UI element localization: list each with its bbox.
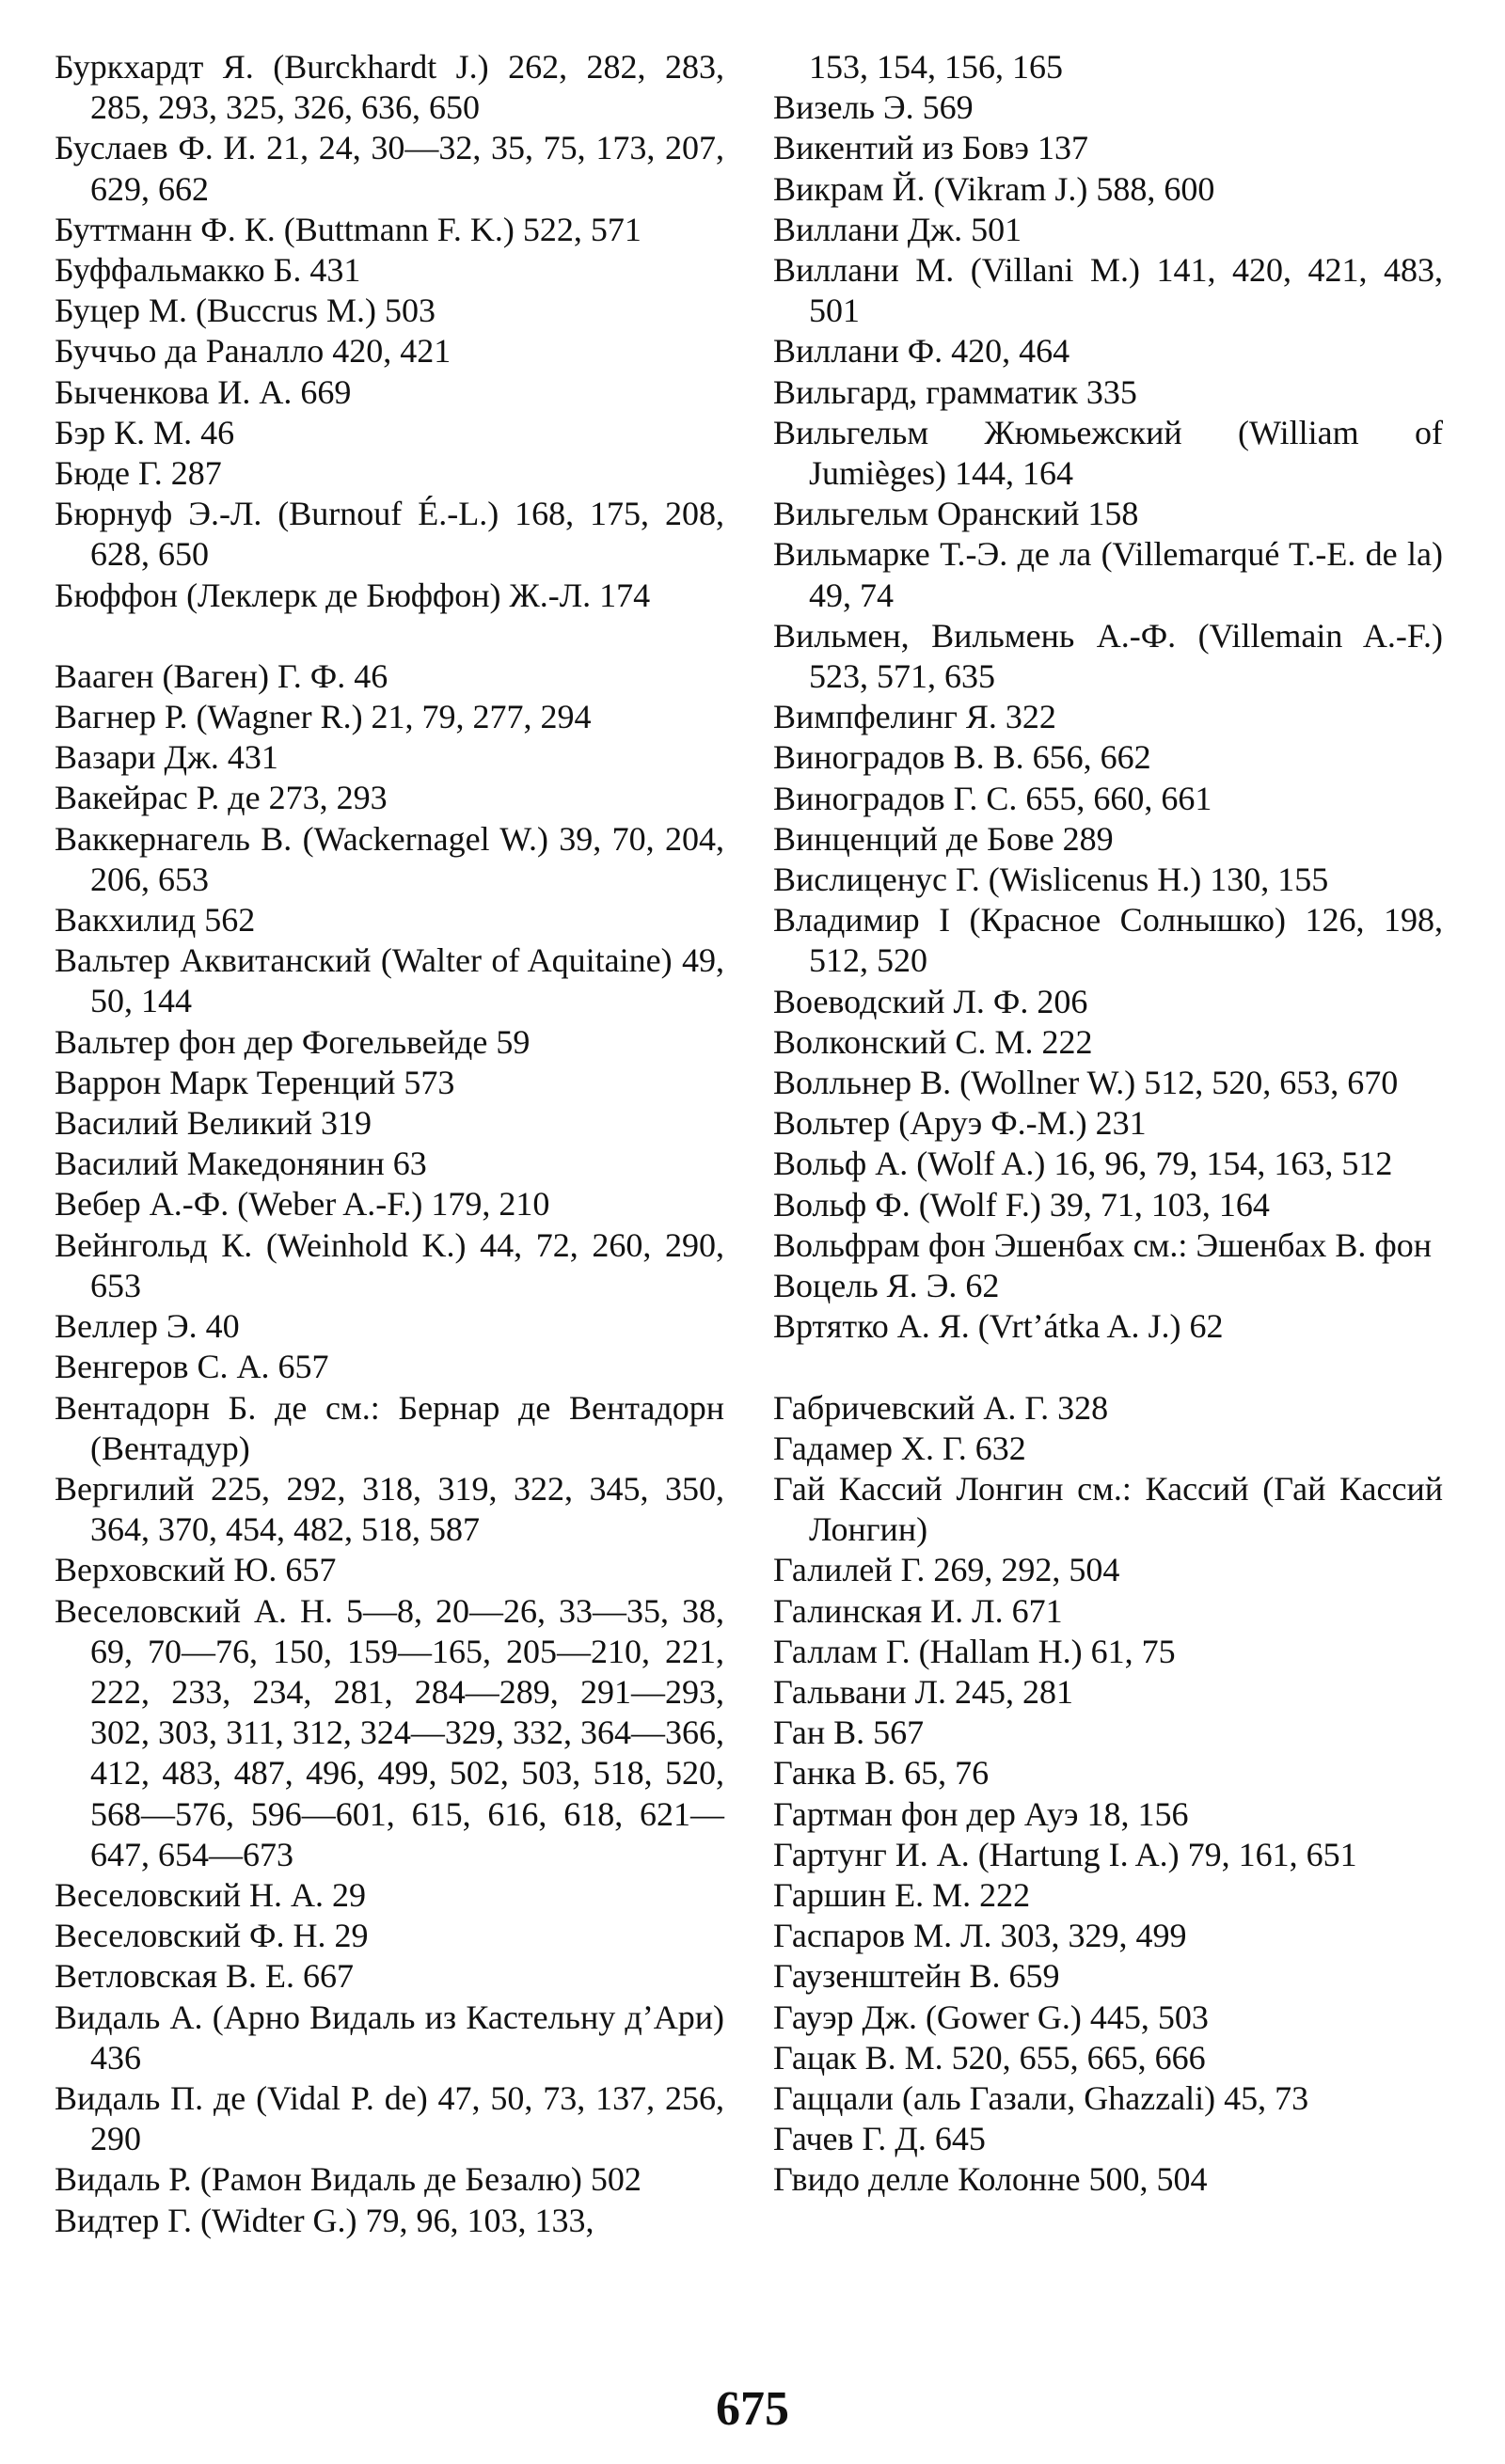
index-entry: Воеводский Л. Ф. 206 <box>773 982 1088 1020</box>
index-entry: Галлам Г. (Hallam H.) 61, 75 <box>773 1632 1176 1670</box>
index-entry: Вейнгольд К. (Weinhold K.) 44, 72, 260, 290, 653 <box>55 1225 724 1304</box>
index-entry: Вааген (Ваген) Г. Ф. 46 <box>55 656 388 695</box>
index-entry: Буркхардт Я. (Burckhardt J.) 262, 282, 283, 285, 293, 325, 326, 636, 650 <box>55 48 724 127</box>
index-entry: Венгеров С. А. 657 <box>55 1348 329 1386</box>
index-entry: Вильгельм Оранский 158 <box>773 495 1139 533</box>
index-entry: Вазари Дж. 431 <box>55 738 278 777</box>
index-entry: Викентий из Бовэ 137 <box>773 129 1088 167</box>
index-entry: Виллани М. (Villani M.) 141, 420, 421, 483, 501 <box>773 251 1443 330</box>
index-entry: Виллани Ф. 420, 464 <box>773 332 1070 371</box>
index-entry: Варрон Марк Теренций 573 <box>55 1063 455 1101</box>
index-entry: Гауэр Дж. (Gower G.) 445, 503 <box>773 1998 1209 2036</box>
index-entry: Вальтер фон дер Фогельвейде 59 <box>55 1022 531 1061</box>
index-entry: Визель Э. 569 <box>773 88 974 127</box>
index-entry: Вольфрам фон Эшенбах см.: Эшенбах В. фон <box>773 1225 1433 1264</box>
index-entry: Веселовский Ф. Н. 29 <box>55 1917 369 1955</box>
index-entry: Гаспаров М. Л. 303, 329, 499 <box>773 1917 1187 1955</box>
index-entry: Бюрнуф Э.-Л. (Burnouf É.-L.) 168, 175, 208, 628, 650 <box>55 495 724 574</box>
index-entry: Гачев Г. Д. 645 <box>773 2120 986 2158</box>
index-entry: Вебер А.-Ф. (Weber A.-F.) 179, 210 <box>55 1185 550 1224</box>
index-entry: Вакхилид 562 <box>55 901 256 940</box>
index-entry: Виллани Дж. 501 <box>773 210 1022 248</box>
index-entry: Вергилий 225, 292, 318, 319, 322, 345, 350, 364, 370, 454, 482, 518, 587 <box>55 1469 724 1549</box>
index-entry: Владимир I (Красное Солнышко) 126, 198, 512, 520 <box>773 901 1443 980</box>
page-number: 675 <box>716 2382 789 2436</box>
index-entry: 153, 154, 156, 165 <box>809 48 1063 86</box>
index-column-left <box>55 47 724 2241</box>
index-entry: Видаль А. (Арно Видаль из Кастельну д’Ари) 436 <box>55 1998 724 2077</box>
index-entry: Василий Македонянин 63 <box>55 1145 427 1183</box>
index-entry: Ваккернагель В. (Wackernagel W.) 39, 70, 204, 206, 653 <box>55 819 724 898</box>
index-entry: Ган В. 567 <box>773 1714 925 1752</box>
index-entry: Буччьо да Раналло 420, 421 <box>55 332 452 371</box>
index-entry: Ветловская В. Е. 667 <box>55 1957 355 1996</box>
index-entry: Гай Кассий Лонгин см.: Кассий (Гай Кассий Лонгин) <box>773 1469 1443 1549</box>
index-entry: Вентадорн Б. де см.: Бернар де Вентадорн (Вентадур) <box>55 1388 724 1467</box>
index-entry: Веселовский А. Н. 5—8, 20—26, 33—35, 38, 69, 70—76, 150, 159—165, 205—210, 221, 222, 233, 234, 281, 284—289, 291—293, 302, 303, 311, 312, 324—329, 332, 364—366, 412, 483, 487, 496, 499, 502, 503, 518, 520, 568—576, 596—601, 615, 616, 618, 621—647, 654—673 <box>55 1591 724 1873</box>
index-entry: Буцер М. (Buccrus M.) 503 <box>55 292 436 330</box>
index-entry: Волконский С. М. 222 <box>773 1022 1093 1061</box>
index-entry: Виноградов Г. С. 655, 660, 661 <box>773 779 1212 817</box>
index-column-right <box>773 47 1443 2201</box>
index-entry: Габричевский А. Г. 328 <box>773 1388 1109 1427</box>
index-entry: Вильмен, Вильмень А.-Ф. (Villemain A.-F.) 523, 571, 635 <box>773 616 1443 696</box>
index-entry: Вимпфелинг Я. 322 <box>773 698 1056 736</box>
index-entry: Гвидо делле Колонне 500, 504 <box>773 2160 1208 2199</box>
index-entry: Быченкова И. А. 669 <box>55 372 352 411</box>
index-entry: Вольф Ф. (Wolf F.) 39, 71, 103, 164 <box>773 1185 1270 1224</box>
index-entry: Буффальмакко Б. 431 <box>55 251 361 290</box>
index-entry: Вольф А. (Wolf A.) 16, 96, 79, 154, 163, 512 <box>773 1145 1393 1183</box>
index-entry: Гадамер Х. Г. 632 <box>773 1429 1026 1467</box>
index-entry: Вртятко А. Я. (Vrt’átka A. J.) 62 <box>773 1307 1224 1346</box>
index-entry: Гартман фон дер Ауэ 18, 156 <box>773 1794 1189 1833</box>
index-entry: Гаузенштейн В. 659 <box>773 1957 1060 1996</box>
index-entry: Вальтер Аквитанский (Walter of Aquitaine) 49, 50, 144 <box>55 941 724 1020</box>
index-entry: Верховский Ю. 657 <box>55 1551 337 1589</box>
index-entry: Гацак В. М. 520, 655, 665, 666 <box>773 2038 1206 2077</box>
index-entry: Видаль П. де (Vidal P. de) 47, 50, 73, 137, 256, 290 <box>55 2078 724 2158</box>
index-entry: Бюффон (Леклерк де Бюффон) Ж.-Л. 174 <box>55 576 651 614</box>
index-entry: Вильмарке Т.-Э. де ла (Villemarqué T.-E. de la) 49, 74 <box>773 535 1443 614</box>
index-entry: Гаццали (аль Газали, Ghazzali) 45, 73 <box>773 2078 1309 2117</box>
index-entry: Бэр К. М. 46 <box>55 413 235 451</box>
index-entry: Гартунг И. А. (Hartung I. A.) 79, 161, 651 <box>773 1835 1357 1873</box>
index-entry: Видаль Р. (Рамон Видаль де Безалю) 502 <box>55 2160 642 2199</box>
index-entry: Вислиценус Г. (Wislicenus H.) 130, 155 <box>773 861 1329 899</box>
index-entry: Буттманн Ф. К. (Buttmann F. K.) 522, 571 <box>55 210 642 248</box>
index-entry: Вольтер (Аруэ Ф.-М.) 231 <box>773 1104 1147 1143</box>
index-entry: Виноградов В. В. 656, 662 <box>773 738 1151 777</box>
index-entry: Вильгард, грамматик 335 <box>773 372 1137 411</box>
index-entry: Викрам Й. (Vikram J.) 588, 600 <box>773 169 1215 208</box>
index-entry: Волльнер В. (Wollner W.) 512, 520, 653, 670 <box>773 1064 1399 1102</box>
index-entry: Вагнер Р. (Wagner R.) 21, 79, 277, 294 <box>55 698 592 736</box>
index-entry: Бюде Г. 287 <box>55 454 222 493</box>
index-entry: Воцель Я. Э. 62 <box>773 1267 1000 1305</box>
index-entry: Вакейрас Р. де 273, 293 <box>55 779 388 817</box>
index-entry: Василий Великий 319 <box>55 1104 372 1143</box>
index-entry: Буслаев Ф. И. 21, 24, 30—32, 35, 75, 173, 207, 629, 662 <box>55 129 724 208</box>
index-entry: Гальвани Л. 245, 281 <box>773 1672 1074 1711</box>
index-entry: Видтер Г. (Widter G.) 79, 96, 103, 133, <box>55 2201 594 2239</box>
index-entry: Галилей Г. 269, 292, 504 <box>773 1551 1120 1589</box>
index-entry: Галинская И. Л. 671 <box>773 1591 1063 1630</box>
index-entry: Ганка В. 65, 76 <box>773 1754 990 1793</box>
index-entry: Вильгельм Жюмьежский (William of Jumièges) 144, 164 <box>773 413 1443 493</box>
index-entry: Винценций де Бове 289 <box>773 819 1114 858</box>
index-entry: Веллер Э. 40 <box>55 1307 240 1346</box>
index-entry: Гаршин Е. М. 222 <box>773 1875 1031 1914</box>
index-entry: Веселовский Н. А. 29 <box>55 1875 367 1914</box>
